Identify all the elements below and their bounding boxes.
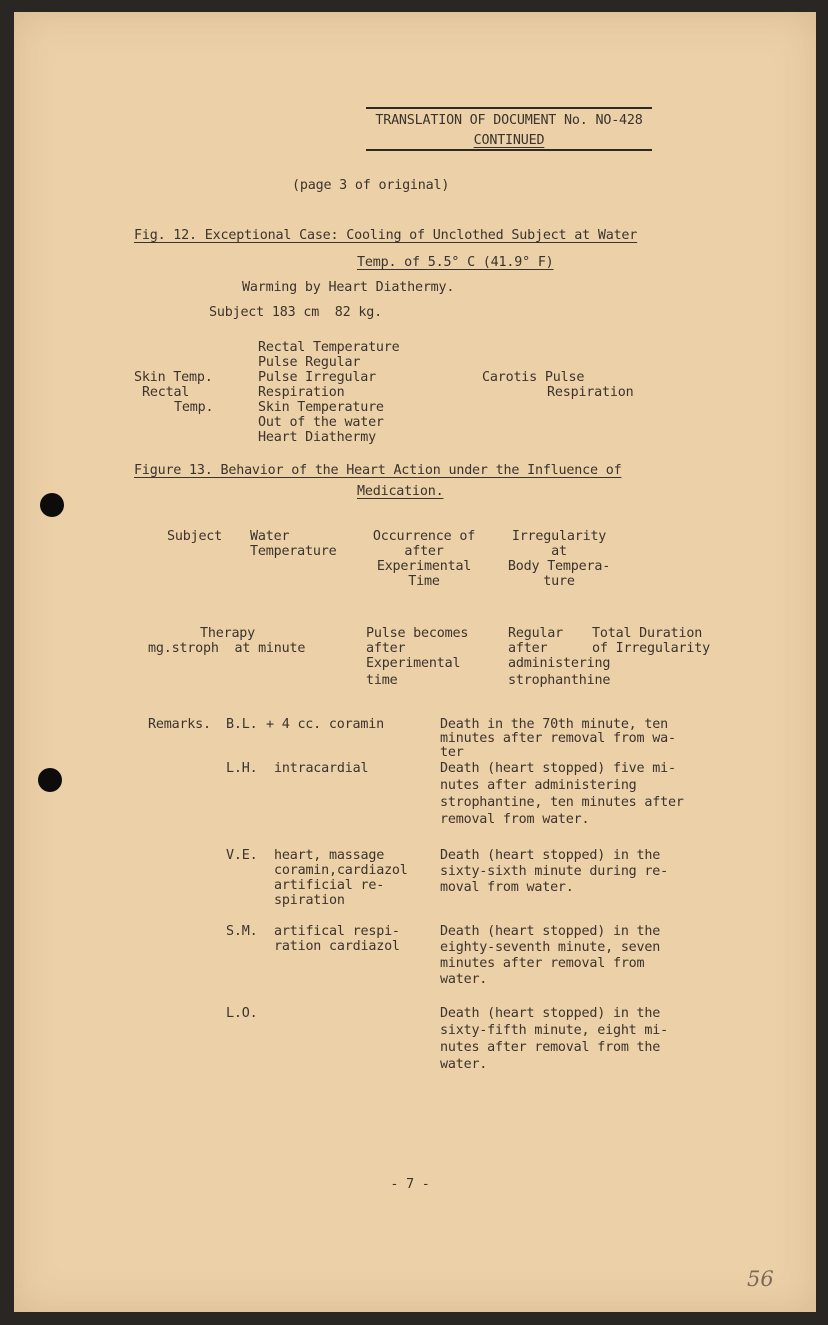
fig12-center-label-3: Pulse Irregular	[258, 370, 376, 385]
remark-outcome: sixty-sixth minute during re-	[440, 864, 668, 879]
remark-outcome: Death (heart stopped) in the	[440, 848, 661, 863]
col-pulse-1: Pulse becomes	[366, 626, 469, 641]
remark-initials: L.O.	[226, 1006, 258, 1021]
header-title: TRANSLATION OF DOCUMENT No. NO-428	[375, 113, 643, 128]
remark-treatment: heart, massage	[274, 848, 385, 863]
fig12-left-label-3: Temp.	[174, 400, 214, 415]
col-occurrence-2: after	[404, 544, 444, 559]
page-note: (page 3 of original)	[292, 178, 450, 193]
remark-treatment: artificial re-	[274, 878, 385, 893]
col-irregularity-1: Irregularity	[511, 529, 607, 544]
remark-initials: S.M.	[226, 924, 258, 939]
fig12-left-label-1: Skin Temp.	[134, 370, 213, 385]
fig12-left-label-2: Rectal	[142, 385, 190, 400]
remark-treatment: spiration	[274, 893, 345, 908]
fig13-title-line2: Medication.	[357, 484, 444, 499]
col-pulse-2: after	[366, 641, 406, 656]
remark-outcome: Death in the 70th minute, ten	[440, 717, 668, 732]
fig12-center-label-7: Heart Diathermy	[258, 430, 376, 445]
fig12-warming: Warming by Heart Diathermy.	[242, 280, 455, 295]
remark-outcome: moval from water.	[440, 880, 574, 895]
remark-outcome: water.	[440, 972, 488, 987]
col-occurrence-1: Occurrence of	[372, 529, 476, 544]
col-regular-2: after	[508, 641, 548, 656]
remark-treatment: ration cardiazol	[274, 939, 400, 954]
header-rule-bottom	[366, 149, 652, 151]
remark-treatment: coramin,cardiazol	[274, 863, 408, 878]
remark-outcome: Death (heart stopped) five mi-	[440, 761, 676, 776]
remark-outcome: removal from water.	[440, 812, 590, 827]
header-rule-top	[366, 107, 652, 109]
page-number: - 7 -	[390, 1177, 430, 1192]
remark-outcome: nutes after administering	[440, 778, 637, 793]
col-regular-1: Regular	[508, 626, 564, 641]
fig12-center-label-5: Skin Temperature	[258, 400, 384, 415]
remark-outcome: ter	[440, 745, 464, 760]
remark-outcome: sixty-fifth minute, eight mi-	[440, 1023, 668, 1038]
col-irregularity-4: ture	[543, 574, 575, 589]
col-regular-3: administering	[508, 656, 611, 671]
col-therapy-1: Therapy	[200, 626, 256, 641]
col-subject: Subject	[167, 529, 223, 544]
remarks-label: Remarks.	[148, 717, 211, 732]
header-continued: CONTINUED	[473, 133, 545, 148]
remark-outcome: strophantine, ten minutes after	[440, 795, 684, 810]
remark-initials: L.H.	[226, 761, 258, 776]
fig12-right-label-2: Respiration	[547, 385, 634, 400]
fig12-center-label-6: Out of the water	[258, 415, 384, 430]
remark-outcome: water.	[440, 1057, 488, 1072]
fig12-title-line1: Fig. 12. Exceptional Case: Cooling of Unclothed Subject at Water	[134, 228, 638, 243]
fig12-center-label-4: Respiration	[258, 385, 345, 400]
fig12-title-line2: Temp. of 5.5° C (41.9° F)	[357, 255, 554, 270]
col-pulse-3: Experimental	[366, 656, 461, 671]
col-irregularity-3: Body Tempera-	[507, 559, 611, 574]
fig12-right-label-1: Carotis Pulse	[482, 370, 585, 385]
handwritten-page-number: 56	[747, 1267, 774, 1291]
remark-treatment: artifical respi-	[274, 924, 400, 939]
document-page	[14, 12, 816, 1312]
col-irregularity-2: at	[551, 544, 567, 559]
remark-outcome: minutes after removal from	[440, 956, 645, 971]
punch-hole-top	[40, 493, 64, 517]
col-occurrence-3: Experimental	[376, 559, 472, 574]
remark-outcome: minutes after removal from wa-	[440, 731, 676, 746]
fig13-title-line1: Figure 13. Behavior of the Heart Action under the Influence of	[134, 463, 622, 478]
col-duration-2: of Irregularity	[592, 641, 710, 656]
col-therapy-2: mg.stroph at minute	[148, 641, 306, 656]
col-water-temp-2: Temperature	[250, 544, 337, 559]
remark-initials: B.L.	[226, 717, 258, 732]
punch-hole-bottom	[38, 768, 62, 792]
col-occurrence-4: Time	[408, 574, 440, 589]
fig12-subject: Subject 183 cm 82 kg.	[209, 305, 382, 320]
remark-treatment: + 4 cc. coramin	[266, 717, 384, 732]
remark-initials: V.E.	[226, 848, 258, 863]
remark-outcome: Death (heart stopped) in the	[440, 1006, 661, 1021]
col-regular-4: strophanthine	[508, 673, 611, 688]
remark-outcome: eighty-seventh minute, seven	[440, 940, 661, 955]
remark-outcome: Death (heart stopped) in the	[440, 924, 661, 939]
fig12-center-label-1: Rectal Temperature	[258, 340, 400, 355]
col-pulse-4: time	[366, 673, 398, 688]
col-water-temp-1: Water	[250, 529, 290, 544]
remark-outcome: nutes after removal from the	[440, 1040, 661, 1055]
col-duration-1: Total Duration	[592, 626, 703, 641]
fig12-center-label-2: Pulse Regular	[258, 355, 361, 370]
remark-treatment: intracardial	[274, 761, 369, 776]
